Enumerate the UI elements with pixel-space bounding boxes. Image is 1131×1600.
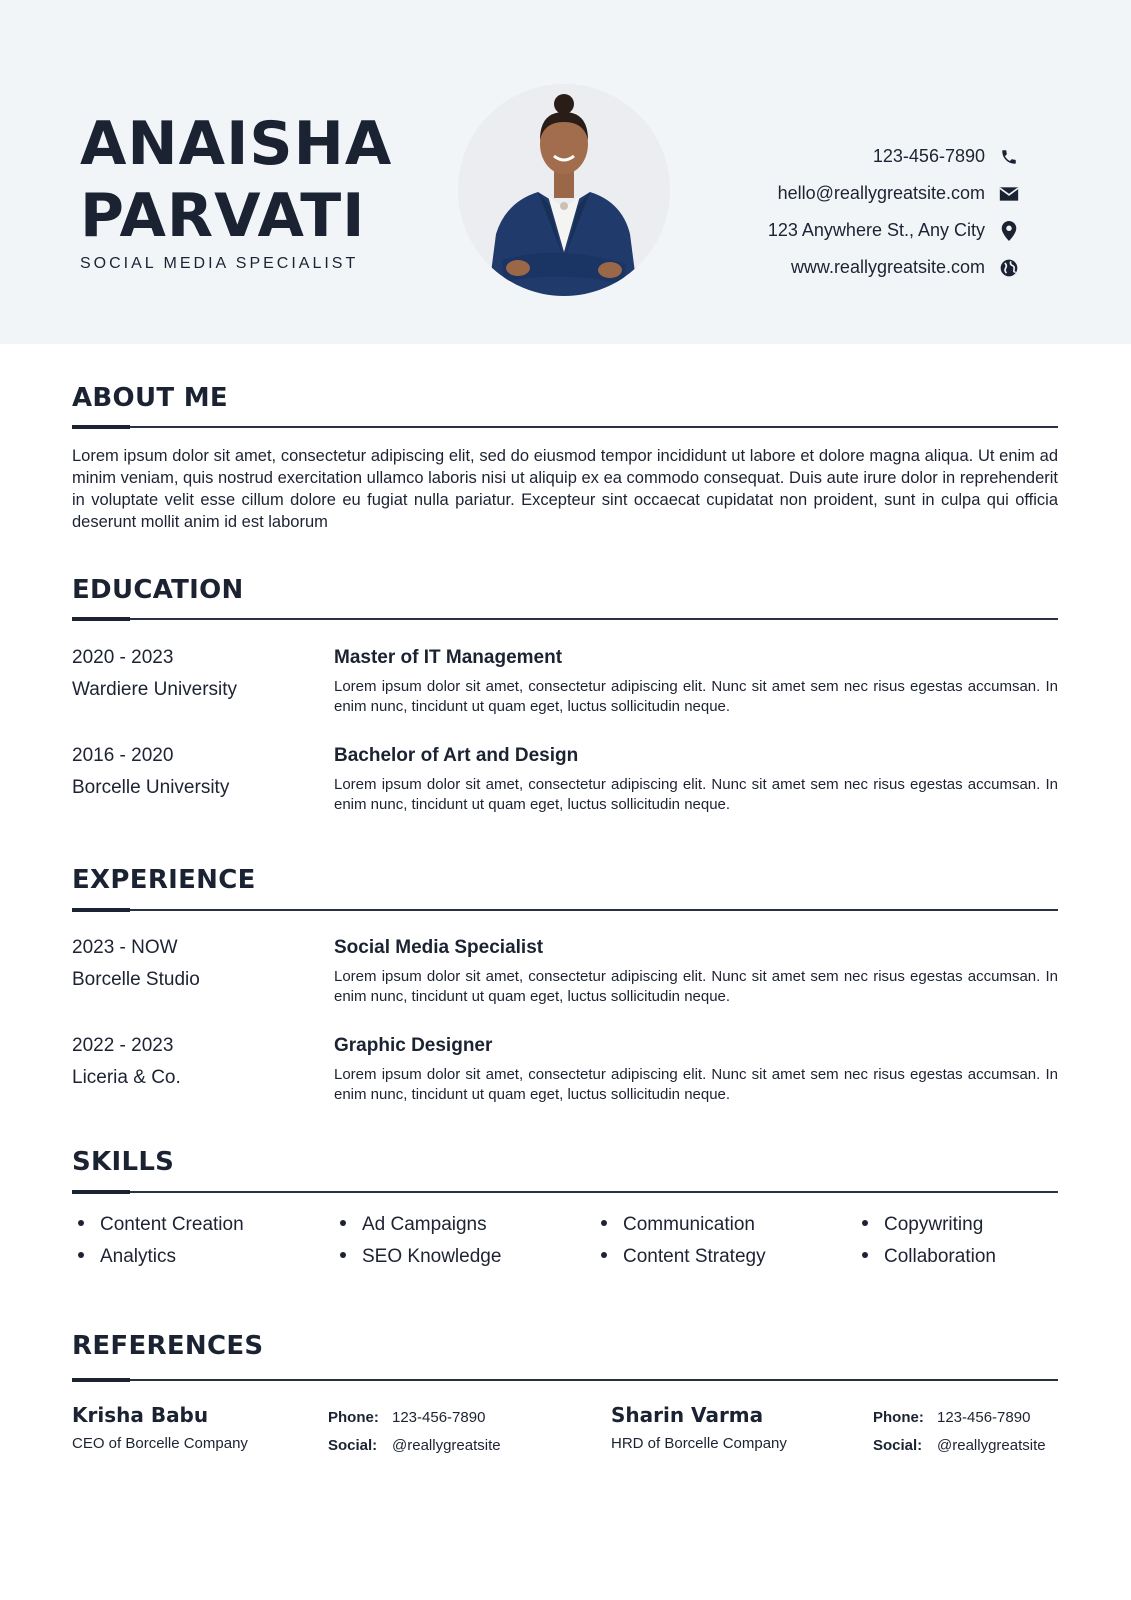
references-divider [72, 1379, 1058, 1381]
entry-org: Liceria & Co. [72, 1067, 181, 1088]
contact-email-text: hello@reallygreatsite.com [777, 183, 985, 203]
entry-description: Lorem ipsum dolor sit amet, consectetur adipiscing elit. Nunc sit amet sem nec risus egestas accumsan. In enim nunc, tincidunt ut quam eget, luctus sollicitudin neque. [334, 1066, 1058, 1103]
skill-item: Ad Campaigns [340, 1214, 487, 1236]
entry-org: Borcelle University [72, 777, 230, 798]
skills-divider-accent [72, 1190, 130, 1194]
phone-icon [999, 147, 1019, 167]
contact-website-text: www.reallygreatsite.com [790, 257, 985, 277]
bullet-icon [601, 1252, 607, 1258]
entry-title: Master of IT Management [334, 647, 563, 668]
profile-photo [458, 84, 670, 296]
bullet-icon [862, 1252, 868, 1258]
mail-icon [999, 184, 1019, 204]
experience-section-title: EXPERIENCE [72, 865, 256, 895]
reference-social-value: @reallygreatsite [937, 1437, 1046, 1454]
location-pin-icon [999, 221, 1019, 241]
phone-label: Phone: [328, 1409, 379, 1426]
entry-years: 2020 - 2023 [72, 647, 174, 668]
reference-name: Sharin Varma [611, 1403, 764, 1427]
entry-title: Bachelor of Art and Design [334, 745, 579, 766]
experience-divider-accent [72, 908, 130, 912]
full-name [80, 108, 392, 252]
job-title: SOCIAL MEDIA SPECIALIST [80, 255, 359, 272]
reference-phone [328, 1409, 485, 1426]
education-divider [72, 618, 1058, 620]
references-section-title: REFERENCES [72, 1331, 264, 1361]
entry-description: Lorem ipsum dolor sit amet, consectetur adipiscing elit. Nunc sit amet sem nec risus egestas accumsan. In enim nunc, tincidunt ut quam eget, luctus sollicitudin neque. [334, 678, 1058, 715]
entry-description: Lorem ipsum dolor sit amet, consectetur adipiscing elit. Nunc sit amet sem nec risus egestas accumsan. In enim nunc, tincidunt ut quam eget, luctus sollicitudin neque. [334, 968, 1058, 1005]
entry-org: Borcelle Studio [72, 969, 200, 990]
skill-item: SEO Knowledge [340, 1246, 501, 1268]
about-divider-accent [72, 425, 130, 429]
entry-years: 2023 - NOW [72, 937, 178, 958]
contact-address-text: 123 Anywhere St., Any City [767, 220, 985, 240]
education-divider-accent [72, 617, 130, 621]
skills-divider [72, 1191, 1058, 1193]
contact-phone[interactable] [659, 138, 1019, 175]
first-name: ANAISHA [80, 109, 393, 179]
about-section-title: ABOUT ME [72, 383, 228, 413]
entry-years: 2016 - 2020 [72, 745, 174, 766]
skill-item: Collaboration [862, 1246, 996, 1268]
skill-item: Analytics [78, 1246, 176, 1268]
reference-phone [873, 1409, 1030, 1426]
entry-title: Social Media Specialist [334, 937, 544, 958]
skill-item: Content Creation [78, 1214, 244, 1236]
bullet-icon [601, 1220, 607, 1226]
bullet-icon [340, 1252, 346, 1258]
reference-social-value: @reallygreatsite [392, 1437, 501, 1454]
bullet-icon [340, 1220, 346, 1226]
last-name: PARVATI [80, 181, 366, 251]
globe-icon [999, 258, 1019, 278]
reference-contact [611, 1403, 787, 1452]
references-divider-accent [72, 1378, 130, 1382]
skills-section-title: SKILLS [72, 1147, 175, 1177]
about-text: Lorem ipsum dolor sit amet, consectetur adipiscing elit, sed do eiusmod tempor incididunt ut labore et dolore magna aliqua. Ut enim ad minim veniam, quis nostrud exercitation ullamco laboris nisi ut aliquip ex ea commodo consequat. Duis aute irure dolor in reprehenderit in voluptate velit esse cillum dolore eu fugiat nulla pariatur. Excepteur sint occaecat cupidatat non proident, sunt in culpa qui officia deserunt mollit anim id est laborum [72, 447, 1058, 531]
education-section-title: EDUCATION [72, 575, 244, 605]
reference-social [873, 1437, 1046, 1454]
contact-address [659, 212, 1019, 249]
contact-list [659, 138, 1019, 286]
contact-phone-text: 123-456-7890 [872, 146, 985, 166]
entry-title: Graphic Designer [334, 1035, 493, 1056]
reference-phone-value: 123-456-7890 [937, 1409, 1031, 1426]
social-label: Social: [873, 1437, 923, 1454]
experience-divider [72, 909, 1058, 911]
header [0, 0, 1131, 344]
social-label: Social: [328, 1437, 378, 1454]
bullet-icon [78, 1252, 84, 1258]
reference-contact [72, 1403, 248, 1452]
phone-label: Phone: [873, 1409, 924, 1426]
reference-social [328, 1437, 501, 1454]
skill-item: Copywriting [862, 1214, 983, 1236]
contact-email[interactable] [659, 175, 1019, 212]
bullet-icon [862, 1220, 868, 1226]
entry-org: Wardiere University [72, 679, 238, 700]
entry-years: 2022 - 2023 [72, 1035, 174, 1056]
reference-role: HRD of Borcelle Company [611, 1435, 787, 1452]
entry-description: Lorem ipsum dolor sit amet, consectetur adipiscing elit. Nunc sit amet sem nec risus egestas accumsan. In enim nunc, tincidunt ut quam eget, luctus sollicitudin neque. [334, 776, 1058, 813]
skill-item: Communication [601, 1214, 755, 1236]
about-divider [72, 426, 1058, 428]
contact-website[interactable] [659, 249, 1019, 286]
skills-list [78, 1214, 1058, 1284]
skill-item: Content Strategy [601, 1246, 766, 1268]
bullet-icon [78, 1220, 84, 1226]
reference-phone-value: 123-456-7890 [392, 1409, 486, 1426]
reference-role: CEO of Borcelle Company [72, 1435, 248, 1452]
reference-name: Krisha Babu [72, 1403, 209, 1427]
